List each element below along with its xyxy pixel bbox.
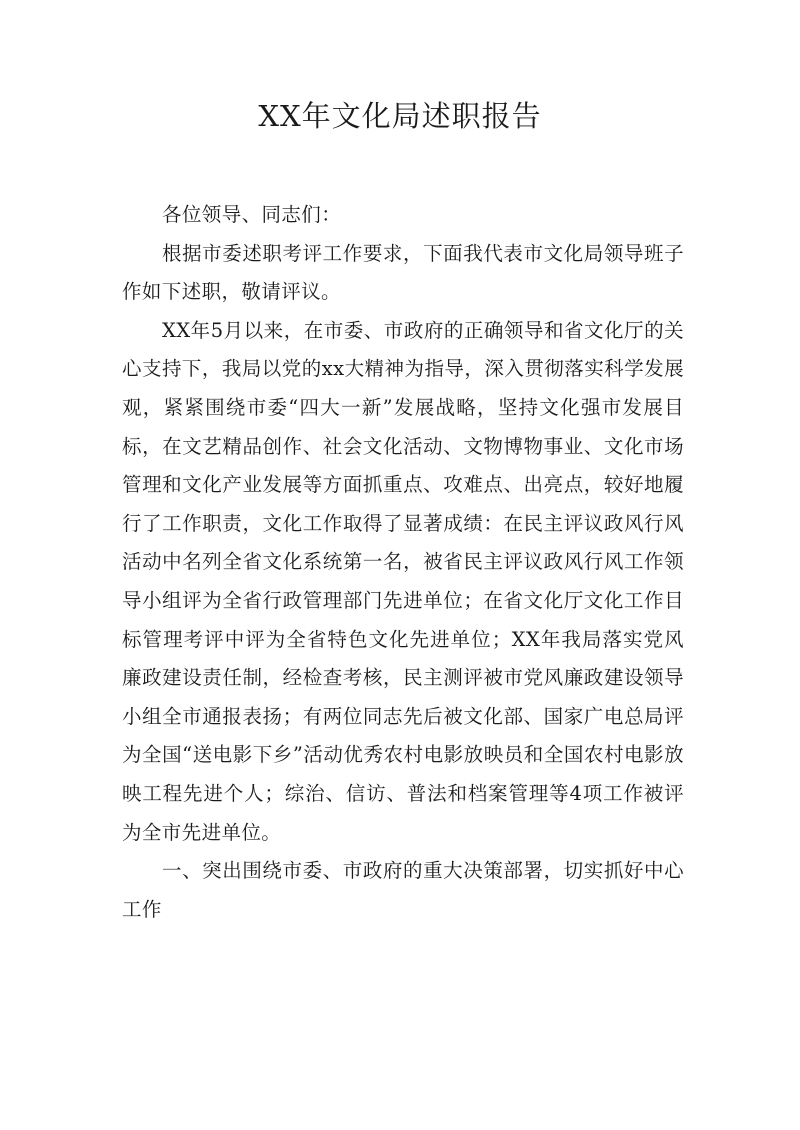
section-heading-paragraph: 一、突出围绕市委、市政府的重大决策部署，切实抓好中心工作 xyxy=(122,859,684,921)
achievements-paragraph: XX年5月以来，在市委、市政府的正确领导和省文化厅的关心支持下，我局以党的xx大精神为指导，深入贯彻落实科学发展观，紧紧围绕市委“四大一新”发展战略，坚持文化强市发展目标，在文艺精品创作、社会文化活动、文物博物事业、文化市场管理和文化产业发展等方面抓重点、攻难点、出亮点，较好地履行了工作职责，文化工作取得了显著成绩：在民主评议政风行风活动中名列全省文化系统第一名，被省民主评议政风行风工作领导小组评为全省行政管理部门先进单位；在省文化厅文化工作目标管理考评中评为全省特色文化先进单位；XX年我局落实党风廉政建设责任制，经检查考核，民主测评被市党风廉政建设领导小组全市通报表扬；有两位同志先后被文化部、国家广电总局评为全国“送电影下乡”活动优秀农村电影放映员和全国农村电影放映工程先进个人；综治、信访、普法和档案管理等4项工作被评为全市先进单位。 xyxy=(122,318,684,844)
document-body xyxy=(122,196,684,929)
intro-paragraph: 根据市委述职考评工作要求，下面我代表市文化局领导班子作如下述职，敬请评议。 xyxy=(122,241,684,304)
document-title: XX年文化局述职报告 xyxy=(258,99,542,133)
salutation-paragraph: 各位领导、同志们： xyxy=(162,203,342,226)
